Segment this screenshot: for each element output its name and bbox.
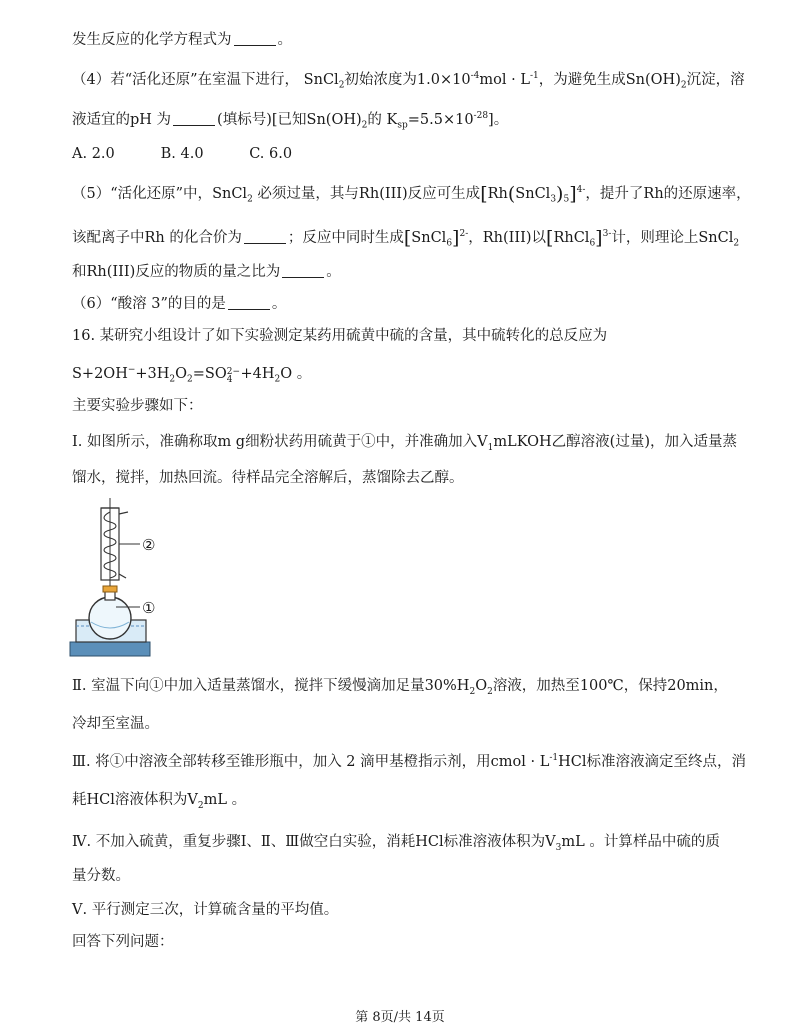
answer-blank[interactable] <box>228 295 270 310</box>
step-3-line-2: 耗HCl溶液体积为$V_2mL$ 。 <box>72 792 247 811</box>
question-16-intro: 16. 某研究小组设计了如下实验测定某药用硫黄中硫的含量，其中硫转化的总反应为 <box>72 328 608 344</box>
label-flask: ① <box>142 599 156 617</box>
reaction-equation: $S+2OH^-+3H_2O_2=SO$ $_{2- 4} +4H_2O$ 。 <box>72 365 312 385</box>
step-3-line-1: Ⅲ. 将①中溶液全部转移至锥形瓶中，加入 2 滴甲基橙指示剂，用cmol · $L^{-1}HCl$标准溶液滴定至终点，消 <box>72 753 747 770</box>
option-a[interactable]: A. 2.0 <box>72 146 115 162</box>
question-5-line-1: （5）“活化还原”中，SnCl$_2$ 必须过量，其与Rh(III)反应可生成$[Rh(SnCl_3)_5]^{4-}$，提升了Rh的还原速率， <box>72 182 751 205</box>
step-5: Ⅴ. 平行测定三次，计算硫含量的平均值。 <box>72 902 339 918</box>
step-4-line-2: 量分数。 <box>72 868 130 884</box>
question-4-options <box>72 144 740 164</box>
stand-base <box>70 642 150 656</box>
stopper <box>103 586 117 592</box>
text-line: 发生反应的化学方程式为 。 <box>72 32 292 48</box>
page-footer: 第 8页/共 14页 <box>355 1010 445 1025</box>
answer-prompt: 回答下列问题： <box>72 934 174 950</box>
step-1-line-2: 馏水，搅拌，加热回流。待样品完全溶解后，蒸馏除去乙醇。 <box>72 470 464 486</box>
question-5-line-2: 该配离子中Rh 的化合价为 ；反应中同时生成[SnCl$_6$]$^{2-}$，Rh(III)以[RhCl$_6$]$^{3-}$计，则理论上SnCl$_2$ <box>72 226 740 249</box>
steps-title: 主要实验步骤如下： <box>72 398 203 414</box>
question-6: （6）“酸溶 3”的目的是 。 <box>72 296 287 312</box>
question-4-line-2: 液适宜的pH 为 (填标号)[已知$Sn(OH)_2$的 $K_{sp}=5.5\times 10^{-28}$]。 <box>72 111 509 131</box>
round-bottom-flask <box>89 597 131 639</box>
answer-blank[interactable] <box>244 229 286 244</box>
step-1-line-1: Ⅰ. 如图所示，准确称取m g细粉状药用硫黄于①中，并准确加入$V_1mLKOH$乙醇溶液(过量)，加入适量蒸 <box>72 434 737 453</box>
step-4-line-1: Ⅳ. 不加入硫黄，重复步骤Ⅰ、Ⅱ、Ⅲ做空白实验，消耗HCl标准溶液体积为$V_3mL$ 。计算样品中硫的质 <box>72 834 720 853</box>
question-5-line-3: 和Rh(III)反应的物质的量之比为 。 <box>72 264 341 280</box>
step-2-line-2: 冷却至室温。 <box>72 716 159 732</box>
reflux-apparatus-diagram <box>64 494 214 666</box>
step-2-line-1: Ⅱ. 室温下向①中加入适量蒸馏水，搅拌下缓慢滴加足量$30\%H_2O_2$溶液，加热至100℃，保持20min， <box>72 678 728 697</box>
answer-blank[interactable] <box>234 31 276 46</box>
question-4-line-1: （4）若“活化还原”在室温下进行， SnCl$_2$初始浓度为$1.0\times 10^{-4}mol \cdot L^{-1}$，为避免生成$Sn(OH)_2$沉淀，溶 <box>72 71 745 91</box>
option-b[interactable]: B. 4.0 <box>160 146 204 162</box>
option-c[interactable]: C. 6.0 <box>249 146 293 162</box>
answer-blank[interactable] <box>173 111 215 126</box>
answer-blank[interactable] <box>282 263 324 278</box>
label-condenser: ② <box>142 536 156 554</box>
